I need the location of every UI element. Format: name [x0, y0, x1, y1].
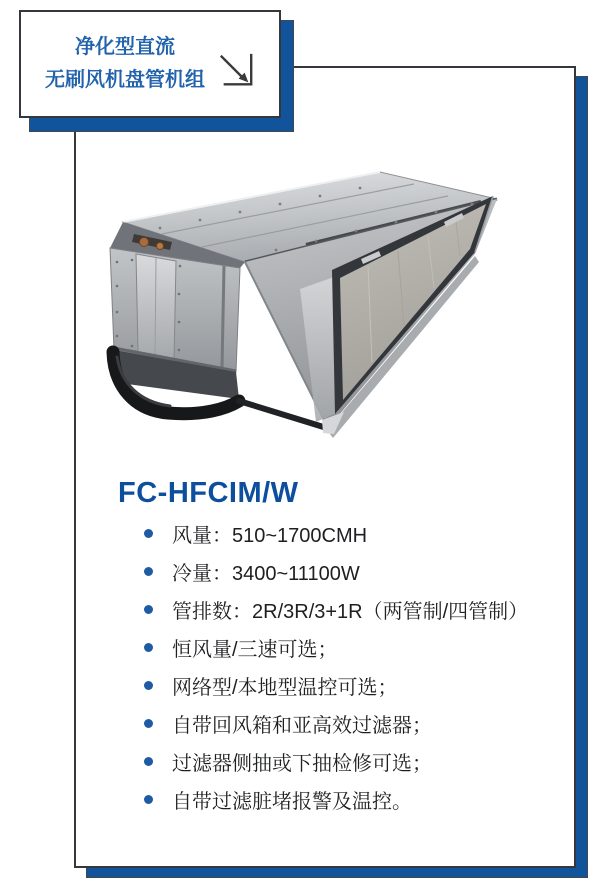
spec-list [144, 514, 528, 818]
spec-text: 冷量：3400~11100W [172, 562, 360, 585]
bullet-icon [144, 605, 153, 614]
bullet-icon [144, 529, 153, 538]
spec-text: 网络型/本地型温控可选； [172, 676, 398, 699]
product-model-title: FC-HFCIM/W [118, 477, 299, 509]
badge-title-line2: 无刷风机盘管机组 [45, 69, 205, 91]
bullet-icon [144, 643, 153, 652]
badge-title-line1: 净化型直流 [75, 36, 175, 58]
fan-coil-unit-illustration [110, 172, 497, 438]
bullet-icon [144, 795, 153, 804]
copper-pipe-stub [157, 243, 164, 250]
spec-item [144, 628, 528, 666]
bullet-icon [144, 567, 153, 576]
product-card [74, 66, 576, 868]
spec-item [144, 514, 528, 552]
spec-text: 自带过滤脏堵报警及温控。 [172, 790, 412, 813]
copper-pipe-stub [140, 238, 149, 247]
spec-text: 过滤器侧抽或下抽检修可选； [172, 752, 432, 775]
product-photo [76, 150, 546, 450]
spec-text: 恒风量/三速可选； [172, 638, 338, 661]
spec-item [144, 666, 528, 704]
spec-item [144, 590, 528, 628]
bullet-icon [144, 681, 153, 690]
spec-item [144, 780, 528, 818]
spec-item [144, 742, 528, 780]
bullet-icon [144, 719, 153, 728]
spec-text: 管排数：2R/3R/3+1R（两管制/四管制） [172, 600, 529, 623]
product-category-badge [19, 10, 281, 118]
badge-title [45, 31, 205, 97]
spec-text: 风量：510~1700CMH [172, 524, 368, 547]
spec-item [144, 552, 528, 590]
corner-arrow-down-right-icon [217, 51, 255, 89]
spec-text: 自带回风箱和亚高效过滤器； [172, 714, 432, 737]
spec-item [144, 704, 528, 742]
bullet-icon [144, 757, 153, 766]
